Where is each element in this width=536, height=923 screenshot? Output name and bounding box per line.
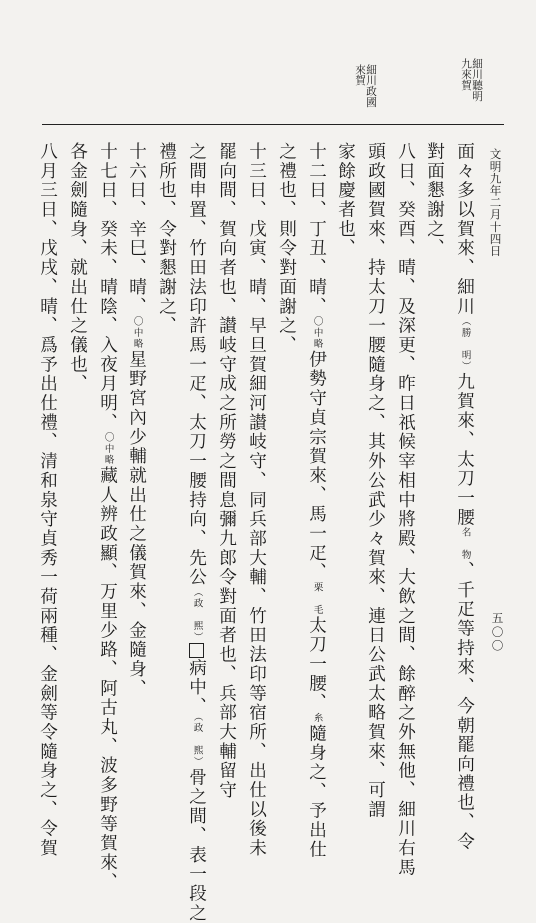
text-line-8 — [247, 142, 265, 858]
text-segment: 病中、 — [186, 658, 207, 717]
text-segment: 面々多以賀來、細川 — [454, 142, 475, 317]
text-line-10 — [187, 142, 205, 923]
annotation-note: 糸 — [311, 712, 323, 724]
header-rule — [42, 124, 504, 125]
annotation-note: （政 熙） — [191, 716, 203, 768]
text-segment: 太刀一腰、 — [306, 615, 327, 713]
text-line-4 — [366, 142, 384, 819]
text-line-9 — [217, 142, 235, 800]
text-segment: 八日、癸酉、晴、及深更、昨日祇候宰相中將殿、大飲之間、餘醉之外無他、細川右馬 — [395, 142, 416, 878]
margin-note-text: 細川聽明 九來賀 — [460, 58, 483, 102]
text-line-3 — [396, 142, 414, 877]
margin-note-text: 細川政國 來賀 — [354, 64, 377, 108]
text-segment: 十七日、癸未、晴陰、入夜月明、 — [97, 142, 118, 433]
text-segment: 十六日、辛巳、晴、 — [126, 142, 147, 317]
text-segment: 星野宮內少輔就出仕之儀賀來、金隨身、 — [126, 349, 147, 699]
text-line-13 — [98, 142, 116, 892]
text-line-12 — [127, 142, 145, 698]
text-segment: 伊勢守貞宗賀來、馬一疋、 — [306, 349, 327, 583]
text-segment: 對面懇謝之、 — [424, 142, 445, 259]
blank-square — [189, 643, 204, 658]
page-number: 五〇〇 — [490, 612, 505, 653]
annotation-note: 栗 毛 — [311, 582, 323, 616]
text-line-15 — [38, 142, 56, 858]
text-segment: 九賀來、太刀一腰 — [454, 372, 475, 528]
text-line-5 — [336, 142, 354, 258]
annotation-note: 名 物 — [459, 527, 471, 561]
annotation-note: 略 — [311, 338, 323, 350]
text-segment: 各金劍隨身、就出仕之儀也、 — [67, 142, 88, 394]
text-segment: 八月三日、戊戌、晴、爲予出仕禮、清和泉守貞秀一荷兩種、金劍等令隨身之、令賀 — [37, 142, 58, 858]
text-segment: 罷向間、賀向者也、讃岐守成之所勞之間息彌九郎令對面者也、兵部大輔留守 — [216, 142, 237, 800]
annotation-note: （政 熙） — [191, 587, 203, 644]
text-segment: 、千疋等持來、今朝罷向禮也、令 — [454, 560, 475, 852]
text-segment: 禮所也、令對懇謝之、 — [156, 142, 177, 336]
text-segment: 十三日、戊寅、晴、早旦賀細河讃岐守、同兵部大輔、竹田法印等宿所、出仕以後未 — [246, 142, 267, 858]
text-line-14 — [68, 142, 86, 394]
text-segment: 藏人辨政顯、万里少路、阿古丸、波多野等賀來、 — [97, 466, 118, 892]
annotation-note: 〇中 — [102, 432, 114, 455]
annotation-note: （勝 明） — [459, 316, 471, 373]
annotation-note: 略 — [131, 338, 143, 350]
text-line-11 — [157, 142, 175, 336]
text-segment: 之間申置、竹田法印許馬一疋、太刀一腰持向、先公 — [186, 142, 207, 588]
text-segment: 之禮也、則令對面謝之、 — [276, 142, 297, 355]
text-segment: 頭政國賀來、持太刀一腰隨身之、其外公武少々賀來、連日公武太略賀來、可謂 — [365, 142, 386, 820]
text-segment: 十二日、丁丑、晴、 — [306, 142, 327, 317]
text-segment: 骨之間、表一段之 — [186, 767, 207, 923]
text-line-6 — [307, 142, 325, 859]
annotation-note: 〇中 — [311, 316, 323, 339]
margin-note-hosokawa-katsumoto — [460, 58, 482, 102]
text-segment: 隨身之、予出仕 — [306, 723, 327, 860]
text-line-2 — [425, 142, 443, 258]
text-line-1 — [455, 142, 473, 851]
text-line-7 — [277, 142, 295, 355]
page-title: 文明九年二月十四日 — [488, 148, 503, 257]
text-segment: 家餘慶者也、 — [335, 142, 356, 259]
annotation-note: 略 — [102, 454, 114, 466]
annotation-note: 〇中 — [131, 316, 143, 339]
margin-note-hosokawa-masakuni — [354, 64, 376, 108]
